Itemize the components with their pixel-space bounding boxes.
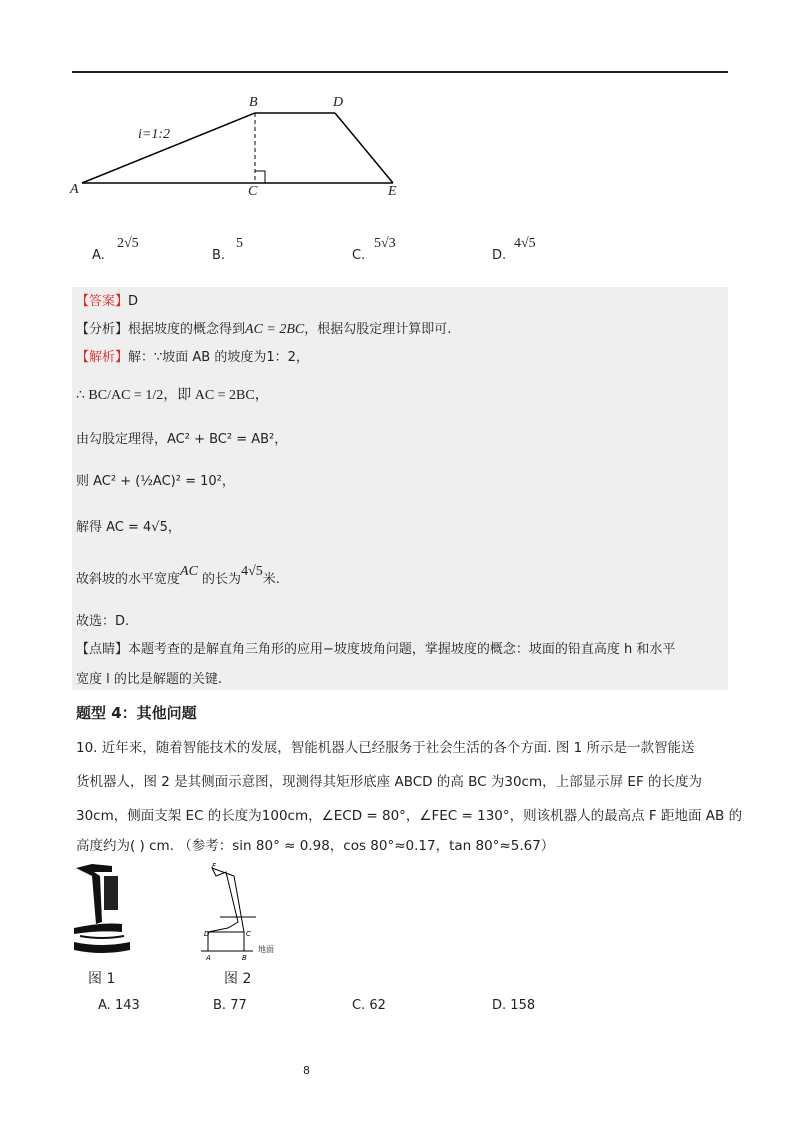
option-d[interactable] [492, 998, 535, 1013]
fig1-caption: 图 1 [88, 971, 116, 987]
answer-line [76, 290, 138, 309]
ground-label: 地面 [258, 945, 274, 954]
detail-line [76, 346, 309, 365]
detail-text: 解：∵坡面 AB 的坡度为1：2， [128, 350, 309, 365]
step-4: 解得 AC = 4√5， [76, 520, 181, 535]
step-text: 米. [262, 572, 280, 587]
label-d: D [204, 930, 210, 938]
point-e: E [388, 184, 397, 199]
robot-photo [72, 862, 142, 957]
label-b: B [242, 954, 247, 962]
step-1: ∴ BC/AC = 1/2，即 AC = 2BC， [76, 388, 269, 403]
answer: D [128, 294, 139, 309]
point-b: B [249, 95, 258, 110]
point-a: A [70, 182, 79, 197]
answer-tag: 【答案】 [76, 294, 129, 309]
analysis-text: 根据坡度的概念得到 [128, 322, 246, 337]
label-c: C [246, 930, 251, 938]
option-letter: D. [492, 998, 507, 1013]
option-letter: D. [492, 248, 507, 263]
slope-diagram [60, 90, 420, 205]
option-value: 158 [510, 998, 536, 1013]
header-rule [72, 71, 728, 73]
page-number: 8 [303, 1064, 310, 1077]
step-6: 故选：D. [76, 614, 130, 629]
option-letter: A. [92, 248, 105, 263]
analysis-math: AC = 2BC [245, 322, 305, 337]
comment-line-2: 宽度 l 的比是解题的关键. [76, 672, 223, 687]
step-5 [76, 564, 280, 588]
point-c: C [248, 184, 258, 199]
comment-tag: 【点睛】 [76, 642, 129, 657]
option-c[interactable] [352, 998, 386, 1013]
detail-tag: 【解析】 [76, 350, 129, 365]
robot-side-diagram [198, 862, 308, 962]
option-letter: C. [352, 248, 366, 263]
point-d: D [333, 95, 344, 110]
step-text: 故斜坡的水平宽度 [76, 572, 181, 587]
option-value: 77 [230, 998, 247, 1013]
fig2-caption: 图 2 [224, 971, 252, 987]
step-text: 的长为 [202, 572, 242, 587]
option-value: 143 [114, 998, 140, 1013]
step-math: 4√5 [241, 564, 263, 579]
comment-line [76, 638, 675, 657]
slope-label: i=1:2 [138, 127, 170, 142]
step-math: AC [180, 564, 198, 579]
question-line: 30cm，侧面支架 EC 的长度为100cm，∠ECD = 80°，∠FEC = 130°，则该机器人的最高点 F 距地面 AB 的 [76, 808, 743, 824]
section-title: 题型 4：其他问题 [76, 704, 197, 722]
option-b[interactable] [213, 998, 247, 1013]
option-letter: B. [213, 998, 227, 1013]
option-value: 5 [236, 236, 243, 251]
question-line: 货机器人，图 2 是其侧面示意图，现测得其矩形底座 ABCD 的高 BC 为30cm，上部显示屏 EF 的长度为 [76, 774, 702, 790]
option-letter: B. [212, 248, 226, 263]
analysis-text: ，根据勾股定理计算即可. [304, 322, 452, 337]
comment-text: 本题考查的是解直角三角形的应用−坡度坡角问题，掌握坡度的概念：坡面的铅直高度 h 和水平 [128, 642, 676, 657]
analysis-tag: 【分析】 [76, 322, 129, 337]
option-value: 5√3 [374, 236, 396, 251]
option-value: 4√5 [514, 236, 536, 251]
option-letter: A. [98, 998, 111, 1013]
question-line: 高度约为( ) cm. （参考：sin 80° ≈ 0.98，cos 80°≈0.17，tan 80°≈5.67） [76, 838, 555, 854]
analysis-line [76, 318, 451, 338]
step-2: 由勾股定理得，AC² + BC² = AB²， [76, 432, 288, 447]
option-value: 2√5 [117, 236, 139, 251]
question-line: 10. 近年来，随着智能技术的发展，智能机器人已经服务于社会生活的各个方面. 图 1 所示是一款智能送 [76, 740, 695, 756]
label-a: A [206, 954, 211, 962]
option-a[interactable] [98, 998, 140, 1013]
option-letter: C. [352, 998, 366, 1013]
step-3: 则 AC² + (½AC)² = 10²， [76, 474, 235, 489]
option-value: 62 [369, 998, 386, 1013]
label-f: F [212, 862, 217, 870]
